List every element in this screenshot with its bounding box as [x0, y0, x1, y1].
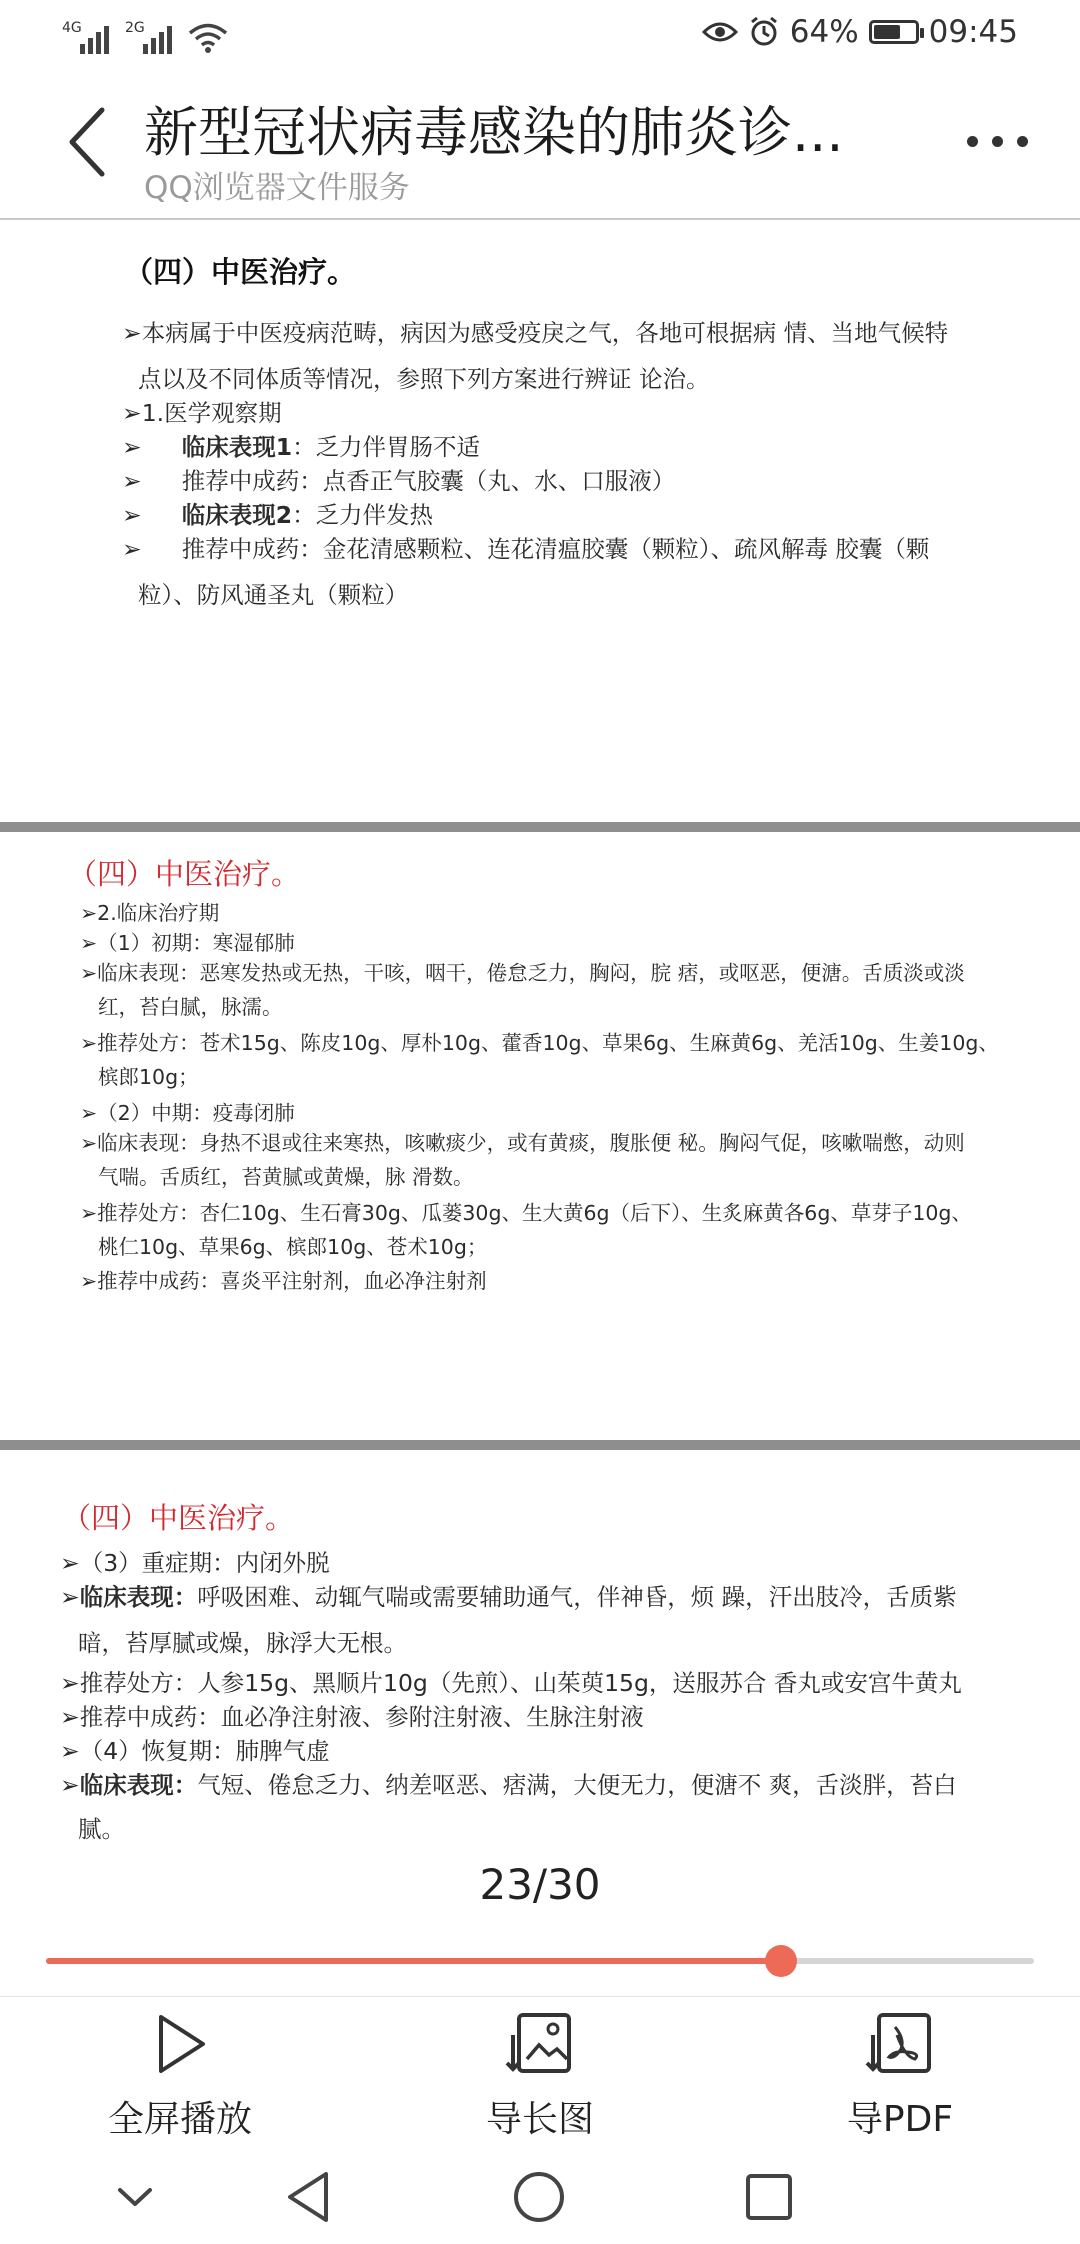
- signal-2g-icon: [125, 20, 172, 54]
- page1-line: ➢1.医学观察期: [122, 399, 282, 427]
- network-type-1: 4G: [62, 20, 82, 36]
- page2-line: ➢临床表现：身热不退或往来寒热，咳嗽痰少，或有黄痰，腹胀便 秘。胸闷气促，咳嗽喘憋，动则: [80, 1131, 965, 1155]
- slider-progress: [46, 1958, 781, 1964]
- clock: 09:45: [928, 14, 1018, 50]
- page2-line: ➢2.临床治疗期: [80, 901, 220, 925]
- page1-line: 粒）、防风通圣丸（颗粒）: [138, 581, 409, 609]
- wifi-icon: [188, 22, 228, 54]
- page2-line: 红，苔白腻，脉濡。: [98, 995, 283, 1019]
- back-arrow-icon[interactable]: [60, 102, 120, 182]
- export-long-image-button[interactable]: [430, 2009, 650, 2142]
- nav-back-icon[interactable]: [276, 2162, 346, 2232]
- app-header: [0, 72, 1080, 220]
- page3-heading: （四）中医治疗。: [62, 1501, 295, 1535]
- page3-line: ➢临床表现：呼吸困难、动辄气喘或需要辅助通气，伴神昏，烦 躁，汗出肢冷，舌质紫: [60, 1583, 957, 1611]
- page3-line: ➢（3）重症期：内闭外脱: [60, 1549, 330, 1577]
- chevron-down-icon[interactable]: [100, 2162, 170, 2232]
- page1-line: ➢ 临床表现2：乏力伴发热: [122, 501, 434, 529]
- signal-4g-icon: [62, 20, 109, 54]
- fullscreen-play-label: 全屏播放: [107, 2099, 252, 2140]
- page1-line: ➢ 临床表现1：乏力伴胃肠不适: [122, 433, 481, 461]
- document-page-2: [0, 832, 1080, 1440]
- page2-line: ➢推荐中成药：喜炎平注射剂，血必净注射剂: [80, 1269, 487, 1293]
- document-title: 新型冠状病毒感染的肺炎诊...: [144, 101, 844, 164]
- nav-home-icon[interactable]: [504, 2162, 574, 2232]
- export-image-icon: [505, 2009, 575, 2079]
- page2-line: 槟郎10g；: [98, 1065, 199, 1089]
- page3-line: ➢临床表现：气短、倦怠乏力、纳差呕恶、痞满，大便无力，便溏不 爽，舌淡胖，苔白: [60, 1771, 957, 1799]
- nav-recents-icon[interactable]: [734, 2162, 804, 2232]
- export-pdf-label: 导PDF: [846, 2099, 954, 2140]
- alarm-icon: [748, 16, 780, 48]
- page2-heading: （四）中医治疗。: [68, 857, 301, 891]
- page3-line: ➢推荐中成药：血必净注射液、参附注射液、生脉注射液: [60, 1703, 644, 1731]
- fullscreen-play-button[interactable]: [70, 2009, 290, 2142]
- export-long-image-label: 导长图: [485, 2099, 594, 2140]
- page2-line: ➢推荐处方：杏仁10g、生石膏30g、瓜蒌30g、生大黄6g（后下）、生炙麻黄各6g、草芽子10g、: [80, 1201, 972, 1225]
- slider-handle[interactable]: [765, 1945, 797, 1977]
- page1-heading: （四）中医治疗。: [124, 255, 357, 289]
- more-menu-icon[interactable]: [967, 136, 1028, 147]
- page1-line: ➢本病属于中医疫病范畴，病因为感受疫戾之气，各地可根据病 情、当地气候特: [122, 319, 949, 347]
- page1-line: 点以及不同体质等情况，参照下列方案进行辨证 论治。: [138, 365, 710, 393]
- page-separator: [0, 822, 1080, 832]
- document-page-3: [0, 1450, 1080, 1850]
- page2-line: ➢临床表现：恶寒发热或无热，干咳，咽干，倦怠乏力，胸闷，脘 痞，或呕恶，便溏。舌质淡或淡: [80, 961, 965, 985]
- document-subtitle: QQ浏览器文件服务: [144, 170, 410, 206]
- page3-line: ➢推荐处方：人参15g、黑顺片10g（先煎）、山茱萸15g，送服苏合 香丸或安宫牛黄丸: [60, 1669, 962, 1697]
- export-pdf-button[interactable]: [790, 2009, 1010, 2142]
- document-page-1: [0, 220, 1080, 820]
- page-counter: 23/30: [479, 1860, 601, 1909]
- page2-line: ➢（2）中期：疫毒闭肺: [80, 1101, 295, 1125]
- page3-line: 腻。: [78, 1815, 125, 1843]
- network-type-2: 2G: [125, 20, 145, 36]
- battery-icon: [869, 20, 919, 44]
- page1-line: ➢ 推荐中成药：点香正气胶囊（丸、水、口服液）: [122, 467, 676, 495]
- page3-line: ➢（4）恢复期：肺脾气虚: [60, 1737, 330, 1765]
- eye-icon: [702, 19, 738, 45]
- page-slider[interactable]: [46, 1958, 1034, 1964]
- play-icon: [145, 2009, 215, 2079]
- export-pdf-icon: [865, 2009, 935, 2079]
- page1-line: ➢ 推荐中成药：金花清感颗粒、连花清瘟胶囊（颗粒）、疏风解毒 胶囊（颗: [122, 535, 930, 563]
- action-bar: [0, 1996, 1080, 2147]
- page2-line: 桃仁10g、草果6g、槟郎10g、苍术10g；: [98, 1235, 488, 1259]
- page2-line: ➢推荐处方：苍术15g、陈皮10g、厚朴10g、藿香10g、草果6g、生麻黄6g、羌活10g、生姜10g、: [80, 1031, 999, 1055]
- page2-line: ➢（1）初期：寒湿郁肺: [80, 931, 295, 955]
- page3-line: 暗，苔厚腻或燥，脉浮大无根。: [78, 1629, 407, 1657]
- system-navigation-bar: [0, 2146, 1080, 2244]
- page2-line: 气喘。舌质红，苔黄腻或黄燥，脉 滑数。: [98, 1165, 474, 1189]
- page-separator: [0, 1440, 1080, 1450]
- status-bar: [0, 0, 1080, 72]
- battery-percent: 64%: [789, 14, 859, 50]
